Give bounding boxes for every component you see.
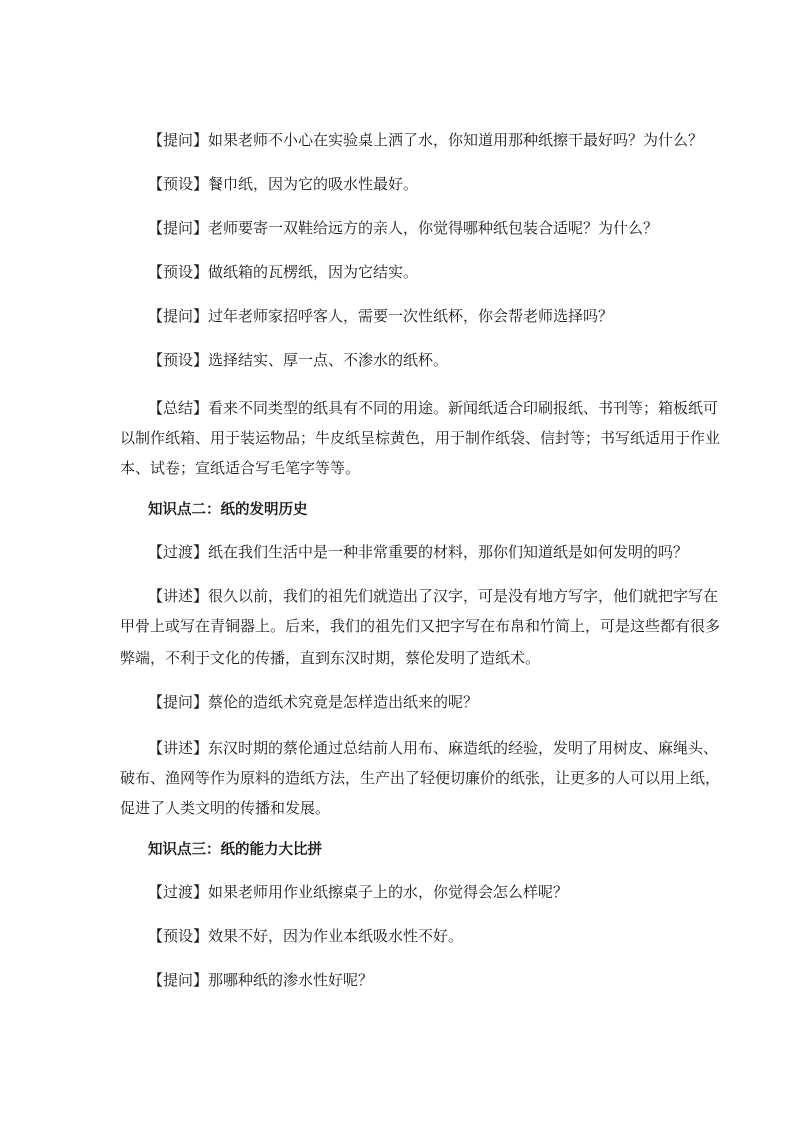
summary-line-3: 本、试卷；宣纸适合写毛笔字等等。	[120, 459, 361, 477]
paragraph-tag: 【提问】	[148, 693, 209, 711]
answer-napkin	[148, 174, 708, 194]
paragraph-text: 如果老师不小心在实验桌上洒了水，你知道用那种纸擦干最好吗？为什么？	[208, 131, 704, 149]
transition-invention	[148, 542, 708, 562]
narration-history-line-1	[148, 586, 719, 606]
paragraph-tag: 【讲述】	[148, 587, 209, 605]
paragraph-tag: 【过渡】	[148, 543, 209, 561]
paragraph-tag: 【提问】	[148, 307, 209, 325]
transition-homework-paper	[148, 882, 708, 902]
narration-history-line-2: 甲骨上或写在青铜器上。后来，我们的祖先们又把字写在布帛和竹简上，可是这些都有很多	[120, 617, 721, 635]
paragraph-tag: 【预设】	[148, 175, 209, 193]
paragraph-text: 看来不同类型的纸具有不同的用途。新闻纸适合印刷报纸、书刊等；箱板纸可	[208, 399, 719, 417]
paragraph-tag: 【预设】	[148, 263, 209, 281]
paragraph-tag: 【提问】	[148, 219, 209, 237]
narration-history-line-3: 弊端，不利于文化的传播，直到东汉时期，蔡伦发明了造纸术。	[120, 649, 541, 667]
summary-line-2: 以制作纸箱、用于装运物品；牛皮纸呈棕黄色，用于制作纸袋、信封等；书写纸适用于作业	[120, 429, 721, 447]
paragraph-text: 如果老师用作业纸擦桌子上的水，你觉得会怎么样呢？	[208, 883, 569, 901]
question-wipe-water	[148, 130, 708, 150]
question-shoe-package	[148, 218, 708, 238]
question-cai-lun	[148, 692, 708, 712]
narration-cai-lun-line-2: 破布、渔网等作为原料的造纸方法，生产出了轻便切廉价的纸张，让更多的人可以用上纸，	[120, 769, 721, 787]
answer-homework-paper	[148, 926, 708, 946]
question-paper-cup	[148, 306, 708, 326]
answer-paper-cup	[148, 350, 708, 370]
paragraph-text: 蔡伦的造纸术究竟是怎样造出纸来的呢？	[208, 693, 479, 711]
question-absorbency	[148, 970, 708, 990]
paragraph-text: 做纸箱的瓦楞纸，因为它结实。	[208, 263, 419, 281]
answer-corrugated	[148, 262, 708, 282]
paragraph-text: 餐巾纸，因为它的吸水性最好。	[208, 175, 419, 193]
section-heading: 知识点二：纸的发明历史	[148, 502, 308, 518]
paragraph-text: 效果不好，因为作业本纸吸水性不好。	[208, 927, 464, 945]
paragraph-tag: 【预设】	[148, 927, 209, 945]
paragraph-text: 选择结实、厚一点、不渗水的纸杯。	[208, 351, 449, 369]
paragraph-text: 纸在我们生活中是一种非常重要的材料，那你们知道纸是如何发明的吗？	[208, 543, 689, 561]
paragraph-tag: 【讲述】	[148, 739, 209, 757]
narration-cai-lun-line-1	[148, 738, 719, 758]
narration-cai-lun-line-3: 促进了人类文明的传播和发展。	[120, 799, 331, 817]
paragraph-text: 那哪种纸的渗水性好呢？	[208, 971, 374, 989]
paragraph-tag: 【总结】	[148, 399, 209, 417]
summary-line-1	[148, 398, 719, 418]
paragraph-text: 很久以前，我们的祖先们就造出了汉字，可是没有地方写字，他们就把字写在	[208, 587, 719, 605]
paragraph-tag: 【预设】	[148, 351, 209, 369]
section-heading: 知识点三：纸的能力大比拼	[148, 842, 322, 858]
paragraph-text: 东汉时期的蔡伦通过总结前人用布、麻造纸的经验，发明了用树皮、麻绳头、	[208, 739, 719, 757]
paragraph-tag: 【提问】	[148, 971, 209, 989]
paragraph-tag: 【过渡】	[148, 883, 209, 901]
paragraph-text: 老师要寄一双鞋给远方的亲人，你觉得哪种纸包装合适呢？为什么？	[208, 219, 659, 237]
paragraph-tag: 【提问】	[148, 131, 209, 149]
paragraph-text: 过年老师家招呼客人，需要一次性纸杯，你会帮老师选择吗？	[208, 307, 614, 325]
